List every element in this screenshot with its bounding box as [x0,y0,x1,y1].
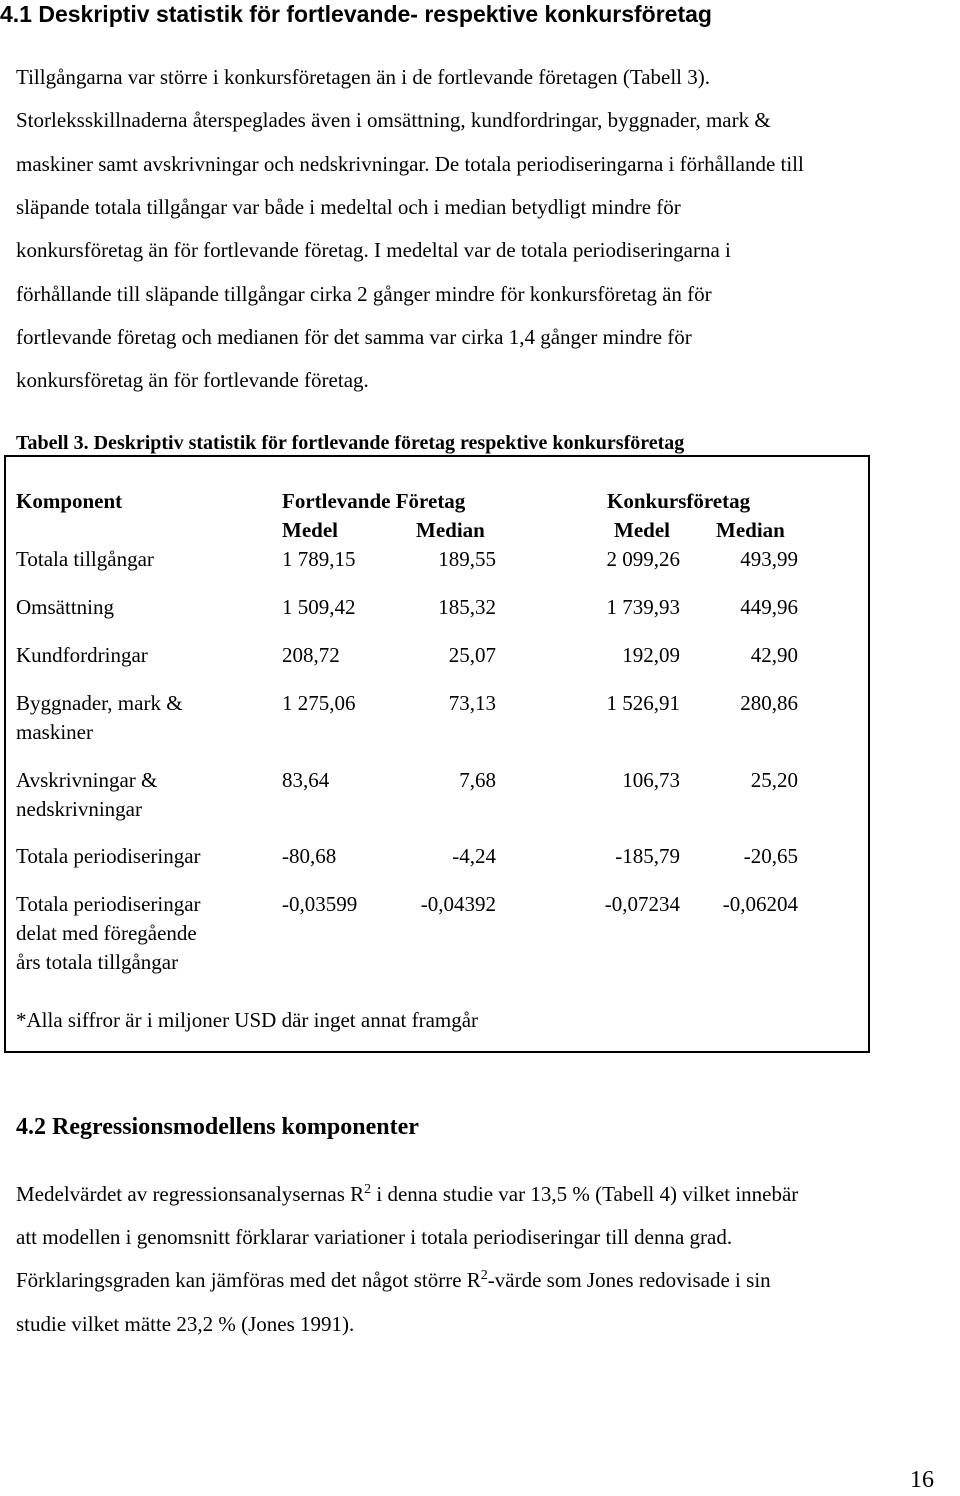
value-surviving-mean: 1 789,15 [282,547,356,571]
value-bankrupt-mean: 1 739,93 [606,595,680,619]
value-bankrupt-mean: 106,73 [622,768,680,792]
superscript: 2 [364,1182,372,1197]
value-surviving-median: -4,24 [452,844,496,868]
value-bankrupt-median: 280,86 [740,691,798,715]
value-surviving-mean: 1 275,06 [282,691,356,715]
value-bankrupt-mean: 192,09 [622,643,680,667]
paragraph-line [16,1266,771,1294]
paragraph-line: att modellen i genomsnitt förklarar variationer i totala periodiseringar till denna grad. [16,1225,733,1249]
text-fragment: i denna studie var 13,5 % (Tabell 4) vilket innebär [371,1182,799,1206]
row-label: Omsättning [16,595,114,619]
header-component: Komponent [16,489,123,513]
row-label: Totala periodiseringar [16,844,201,868]
header-mean: Medel [614,518,670,542]
value-bankrupt-mean: 1 526,91 [606,691,680,715]
page-number: 16 [910,1467,934,1493]
row-label: Byggnader, mark & [16,691,183,715]
paragraph-line: Tillgångarna var större i konkursföretagen än i de fortlevande företagen (Tabell 3). [16,65,710,89]
value-surviving-median: 25,07 [448,643,496,667]
value-surviving-mean: 208,72 [282,643,340,667]
value-bankrupt-mean: -185,79 [615,844,680,868]
superscript: 2 [480,1268,488,1283]
row-label: Totala periodiseringar [16,892,201,916]
value-surviving-mean: -80,68 [282,844,337,868]
value-bankrupt-median: 25,20 [750,768,798,792]
table-caption: Tabell 3. Deskriptiv statistik för fortlevande företag respektive konkursföretag [16,432,685,454]
paragraph-line: maskiner samt avskrivningar och nedskrivningar. De totala periodiseringarna i förhållande till [16,152,804,176]
value-bankrupt-mean: 2 099,26 [606,547,680,571]
value-surviving-median: -0,04392 [420,892,496,916]
table-footnote: *Alla siffror är i miljoner USD där inget annat framgår [16,1008,479,1032]
paragraph-line: konkursföretag än för fortlevande företag. [16,368,369,392]
paragraph-line: förhållande till släpande tillgångar cirka 2 gånger mindre för konkursföretag än för [16,282,712,306]
row-label: års totala tillgångar [16,950,179,974]
paragraph-line: studie vilket mätte 23,2 % (Jones 1991). [16,1312,355,1336]
row-label: Kundfordringar [16,643,148,667]
section-heading-4-1: 4.1 Deskriptiv statistik för fortlevande- respektive konkursföretag [0,1,712,27]
value-bankrupt-median: -20,65 [743,844,798,868]
header-mean: Medel [282,518,338,542]
text-fragment: Medelvärdet av regressionsanalysernas R [16,1182,365,1206]
value-surviving-mean: 1 509,42 [282,595,356,619]
value-bankrupt-median: -0,06204 [722,892,798,916]
text-fragment: Förklaringsgraden kan jämföras med det något större R [16,1268,481,1292]
row-label: maskiner [16,720,93,744]
section-heading-4-2: 4.2 Regressionsmodellens komponenter [16,1114,419,1140]
value-surviving-mean: 83,64 [282,768,330,792]
row-label: delat med föregående [16,921,197,945]
value-surviving-median: 7,68 [459,768,496,792]
paragraph-line: fortlevande företag och medianen för det samma var cirka 1,4 gånger mindre för [16,325,692,349]
value-bankrupt-median: 42,90 [750,643,798,667]
paragraph-line: Storleksskillnaderna återspeglades även i omsättning, kundfordringar, byggnader, mark & [16,108,771,132]
paragraph-line: konkursföretag än för fortlevande företag. I medeltal var de totala periodiseringarna i [16,238,731,262]
value-surviving-median: 185,32 [438,595,496,619]
header-group-surviving: Fortlevande Företag [282,489,466,513]
value-bankrupt-median: 449,96 [740,595,798,619]
row-label: nedskrivningar [16,797,142,821]
value-bankrupt-mean: -0,07234 [604,892,680,916]
value-surviving-mean: -0,03599 [282,892,358,916]
value-bankrupt-median: 493,99 [740,547,798,571]
value-surviving-median: 73,13 [448,691,496,715]
header-median: Median [716,518,785,542]
header-median: Median [416,518,485,542]
row-label: Totala tillgångar [16,547,154,571]
header-group-bankrupt: Konkursföretag [607,489,751,513]
value-surviving-median: 189,55 [438,547,496,571]
paragraph-line [16,1180,798,1208]
row-label: Avskrivningar & [16,768,158,792]
text-fragment: -värde som Jones redovisade i sin [487,1268,771,1292]
paragraph-line: släpande totala tillgångar var både i medeltal och i median betydligt mindre för [16,195,681,219]
